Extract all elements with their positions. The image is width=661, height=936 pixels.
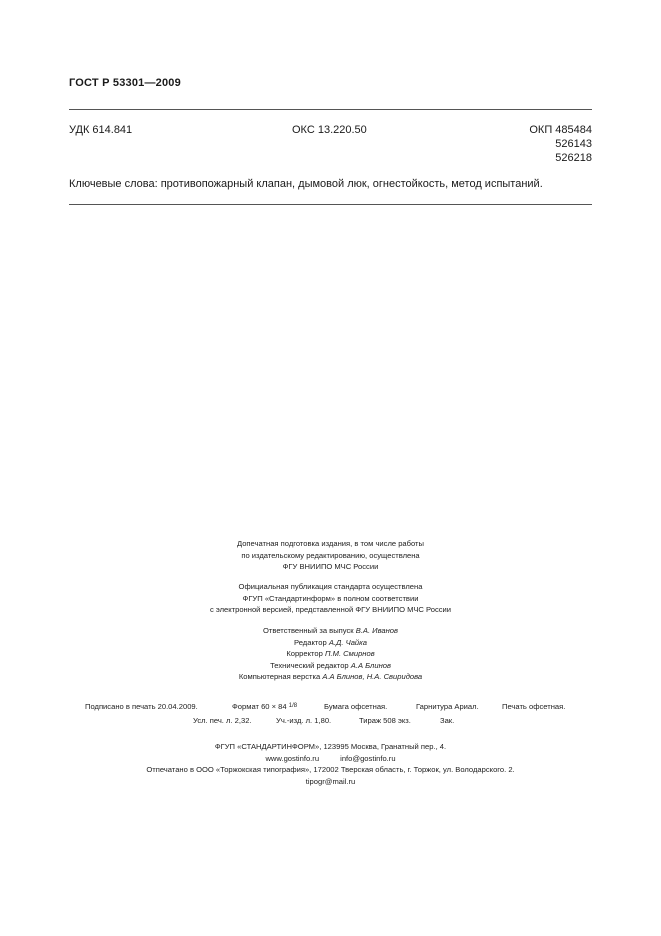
staff-role: Ответственный за выпуск — [263, 626, 354, 635]
staff-name: В.А. Иванов — [355, 626, 398, 635]
prep-line: по издательскому редактированию, осуществлена — [241, 550, 420, 560]
official-line: с электронной версией, представленной ФГУ ВНИИПО МЧС России — [209, 605, 452, 614]
okp-code: 526218 — [555, 152, 592, 164]
format-label: Формат 60 × 84 — [232, 702, 287, 711]
oks-code: ОКС 13.220.50 — [292, 124, 367, 136]
prep-line: Допечатная подготовка издания, в том числе работы — [236, 539, 424, 548]
staff-name: П.М. Смирнов — [325, 649, 375, 658]
staff-role: Технический редактор — [270, 660, 349, 670]
official-note — [0, 581, 661, 616]
publisher-info — [0, 741, 661, 787]
official-line: ФГУП «Стандартинформ» в полном соответствии — [242, 593, 419, 603]
okp-codes — [529, 123, 592, 165]
staff-role: Компьютерная верстка — [238, 672, 321, 681]
publisher-web: www.gostinfo.ru info@gostinfo.ru — [265, 753, 396, 763]
typeface: Гарнитура Ариал. — [416, 702, 479, 711]
staff-name: А.Д. Чайка — [328, 637, 367, 647]
print-type: Печать офсетная. — [502, 702, 566, 711]
prep-note — [0, 538, 661, 573]
prep-line: ФГУ ВНИИПО МЧС России — [282, 562, 379, 571]
staff-role: Корректор — [286, 649, 323, 658]
official-line: Официальная публикация стандарта осуществлена — [238, 582, 423, 591]
okp-code: 526143 — [555, 138, 592, 150]
staff-line — [0, 637, 661, 649]
staff-name: А.А Блинов — [350, 660, 391, 670]
staff-line — [0, 660, 661, 672]
staff-line — [0, 625, 661, 637]
top-divider — [69, 109, 592, 110]
print-run: Тираж 508 экз. — [359, 716, 411, 725]
udk-code: УДК 614.841 — [69, 124, 133, 136]
printer-email: tipogr@mail.ru — [305, 776, 356, 786]
staff-line — [0, 648, 661, 660]
order-number: Зак. — [440, 716, 455, 725]
keywords: Ключевые слова: противопожарный клапан, дымовой люк, огнестойкость, метод испытаний. — [69, 178, 543, 190]
edit-sheets: Уч.-изд. л. 1,80. — [276, 716, 332, 725]
okp-code: ОКП 485484 — [529, 124, 592, 136]
publisher-line: ФГУП «СТАНДАРТИНФОРМ», 123995 Москва, Гранатный пер., 4. — [214, 742, 447, 751]
printer-line: Отпечатано в ООО «Торжокская типография», 172002 Тверская область, г. Торжок, ул. Володарского. 2. — [146, 765, 515, 774]
bottom-divider — [69, 204, 592, 205]
signed-date: Подписано в печать 20.04.2009. — [85, 702, 198, 711]
document-id: ГОСТ Р 53301—2009 — [69, 77, 181, 89]
staff-line — [0, 671, 661, 683]
print-sheets: Усл. печ. л. 2,32. — [193, 716, 252, 725]
staff-role: Редактор — [294, 637, 327, 647]
staff-name: А.А Блинов, Н.А. Свиридова — [322, 672, 423, 681]
paper-format — [232, 702, 297, 711]
format-fraction: 1/8 — [288, 703, 298, 709]
paper-type: Бумага офсетная. — [324, 702, 388, 711]
staff-list — [0, 625, 661, 683]
